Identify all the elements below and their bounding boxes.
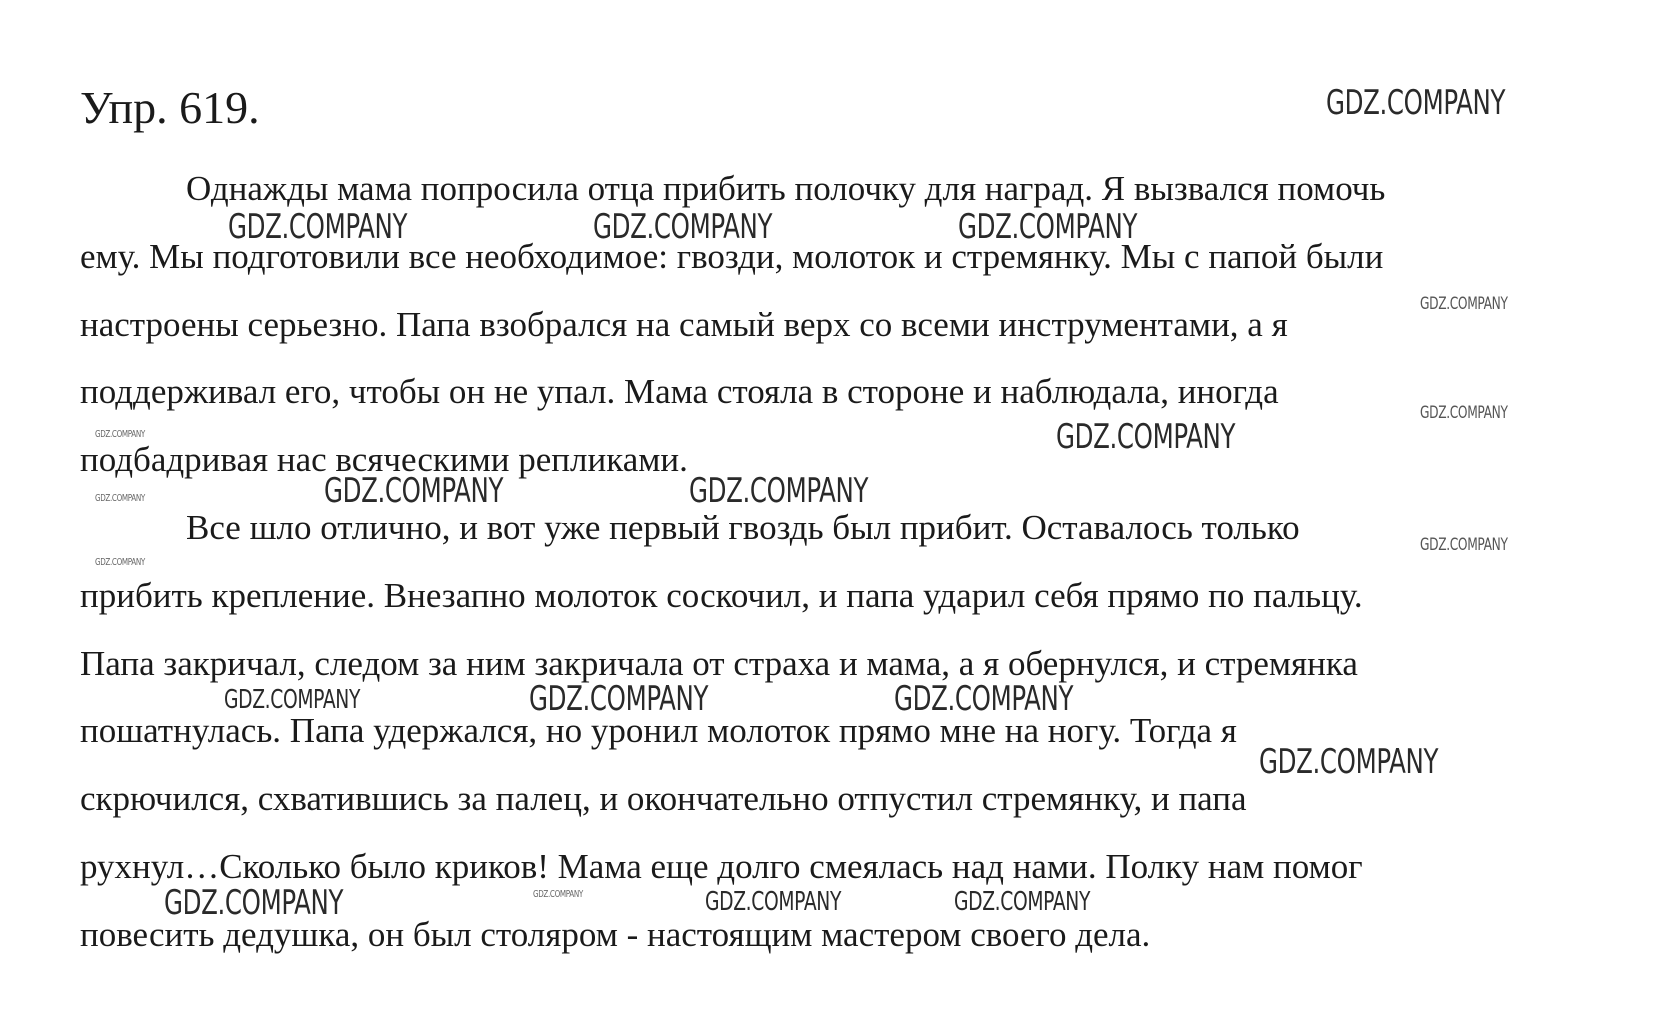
watermark: GDZ.COMPANY (224, 685, 361, 715)
paragraph-1-line-3: настроены серьезно. Папа взобрался на самый верх со всеми инструментами, а я (80, 304, 1288, 344)
paragraph-2-line-5: скрючился, схватившись за палец, и окончательно отпустил стремянку, и папа (80, 779, 1247, 819)
watermark: GDZ.COMPANY (894, 679, 1074, 719)
paragraph-1-line-1: Однажды мама попросила отца прибить полочку для наград. Я вызвался помочь (186, 169, 1386, 208)
watermark: GDZ.COMPANY (228, 207, 408, 247)
paragraph-1-line-4: поддерживал его, чтобы он не упал. Мама стояла в стороне и наблюдала, иногда (80, 372, 1279, 412)
paragraph-2-line-6: рухнул…Сколько было криков! Мама еще долго смеялась над нами. Полку нам помог (80, 846, 1363, 886)
watermark: GDZ.COMPANY (95, 557, 145, 568)
watermark: GDZ.COMPANY (533, 889, 583, 900)
watermark: GDZ.COMPANY (689, 471, 869, 511)
watermark: GDZ.COMPANY (95, 493, 145, 504)
paragraph-2-line-7: повесить дедушка, он был столяром - настоящим мастером своего дела. (80, 914, 1151, 954)
paragraph-1-line-2: ему. Мы подготовили все необходимое: гвозди, молоток и стремянку. Мы с папой были (80, 236, 1384, 276)
paragraph-2-line-2: прибить крепление. Внезапно молоток соскочил, и папа ударил себя прямо по пальцу. (80, 575, 1363, 615)
watermark: GDZ.COMPANY (1420, 403, 1508, 423)
paragraph-2-line-4: пошатнулась. Папа удержался, но уронил молоток прямо мне на ногу. Тогда я (80, 711, 1237, 751)
watermark: GDZ.COMPANY (529, 679, 709, 719)
watermark: GDZ.COMPANY (324, 471, 504, 511)
watermark: GDZ.COMPANY (164, 883, 344, 923)
watermark: GDZ.COMPANY (95, 429, 145, 440)
watermark: GDZ.COMPANY (958, 207, 1138, 247)
watermark: GDZ.COMPANY (1420, 294, 1508, 314)
watermark: GDZ.COMPANY (1326, 83, 1506, 123)
watermark: GDZ.COMPANY (705, 887, 842, 917)
paragraph-1-line-5: подбадривая нас всяческими репликами. (80, 440, 688, 480)
essay-text (80, 155, 1580, 969)
paragraph-2-line-1: Все шло отлично, и вот уже первый гвоздь был прибит. Оставалось только (186, 507, 1300, 547)
exercise-heading: Упр. 619. (80, 82, 260, 133)
watermark: GDZ.COMPANY (1420, 535, 1508, 555)
watermark: GDZ.COMPANY (593, 207, 773, 247)
paragraph-2-line-3: Папа закричал, следом за ним закричала от страха и мама, а я обернулся, и стремянка (80, 643, 1358, 683)
watermark: GDZ.COMPANY (954, 887, 1091, 917)
watermark: GDZ.COMPANY (1056, 417, 1236, 457)
watermark: GDZ.COMPANY (1259, 742, 1439, 782)
